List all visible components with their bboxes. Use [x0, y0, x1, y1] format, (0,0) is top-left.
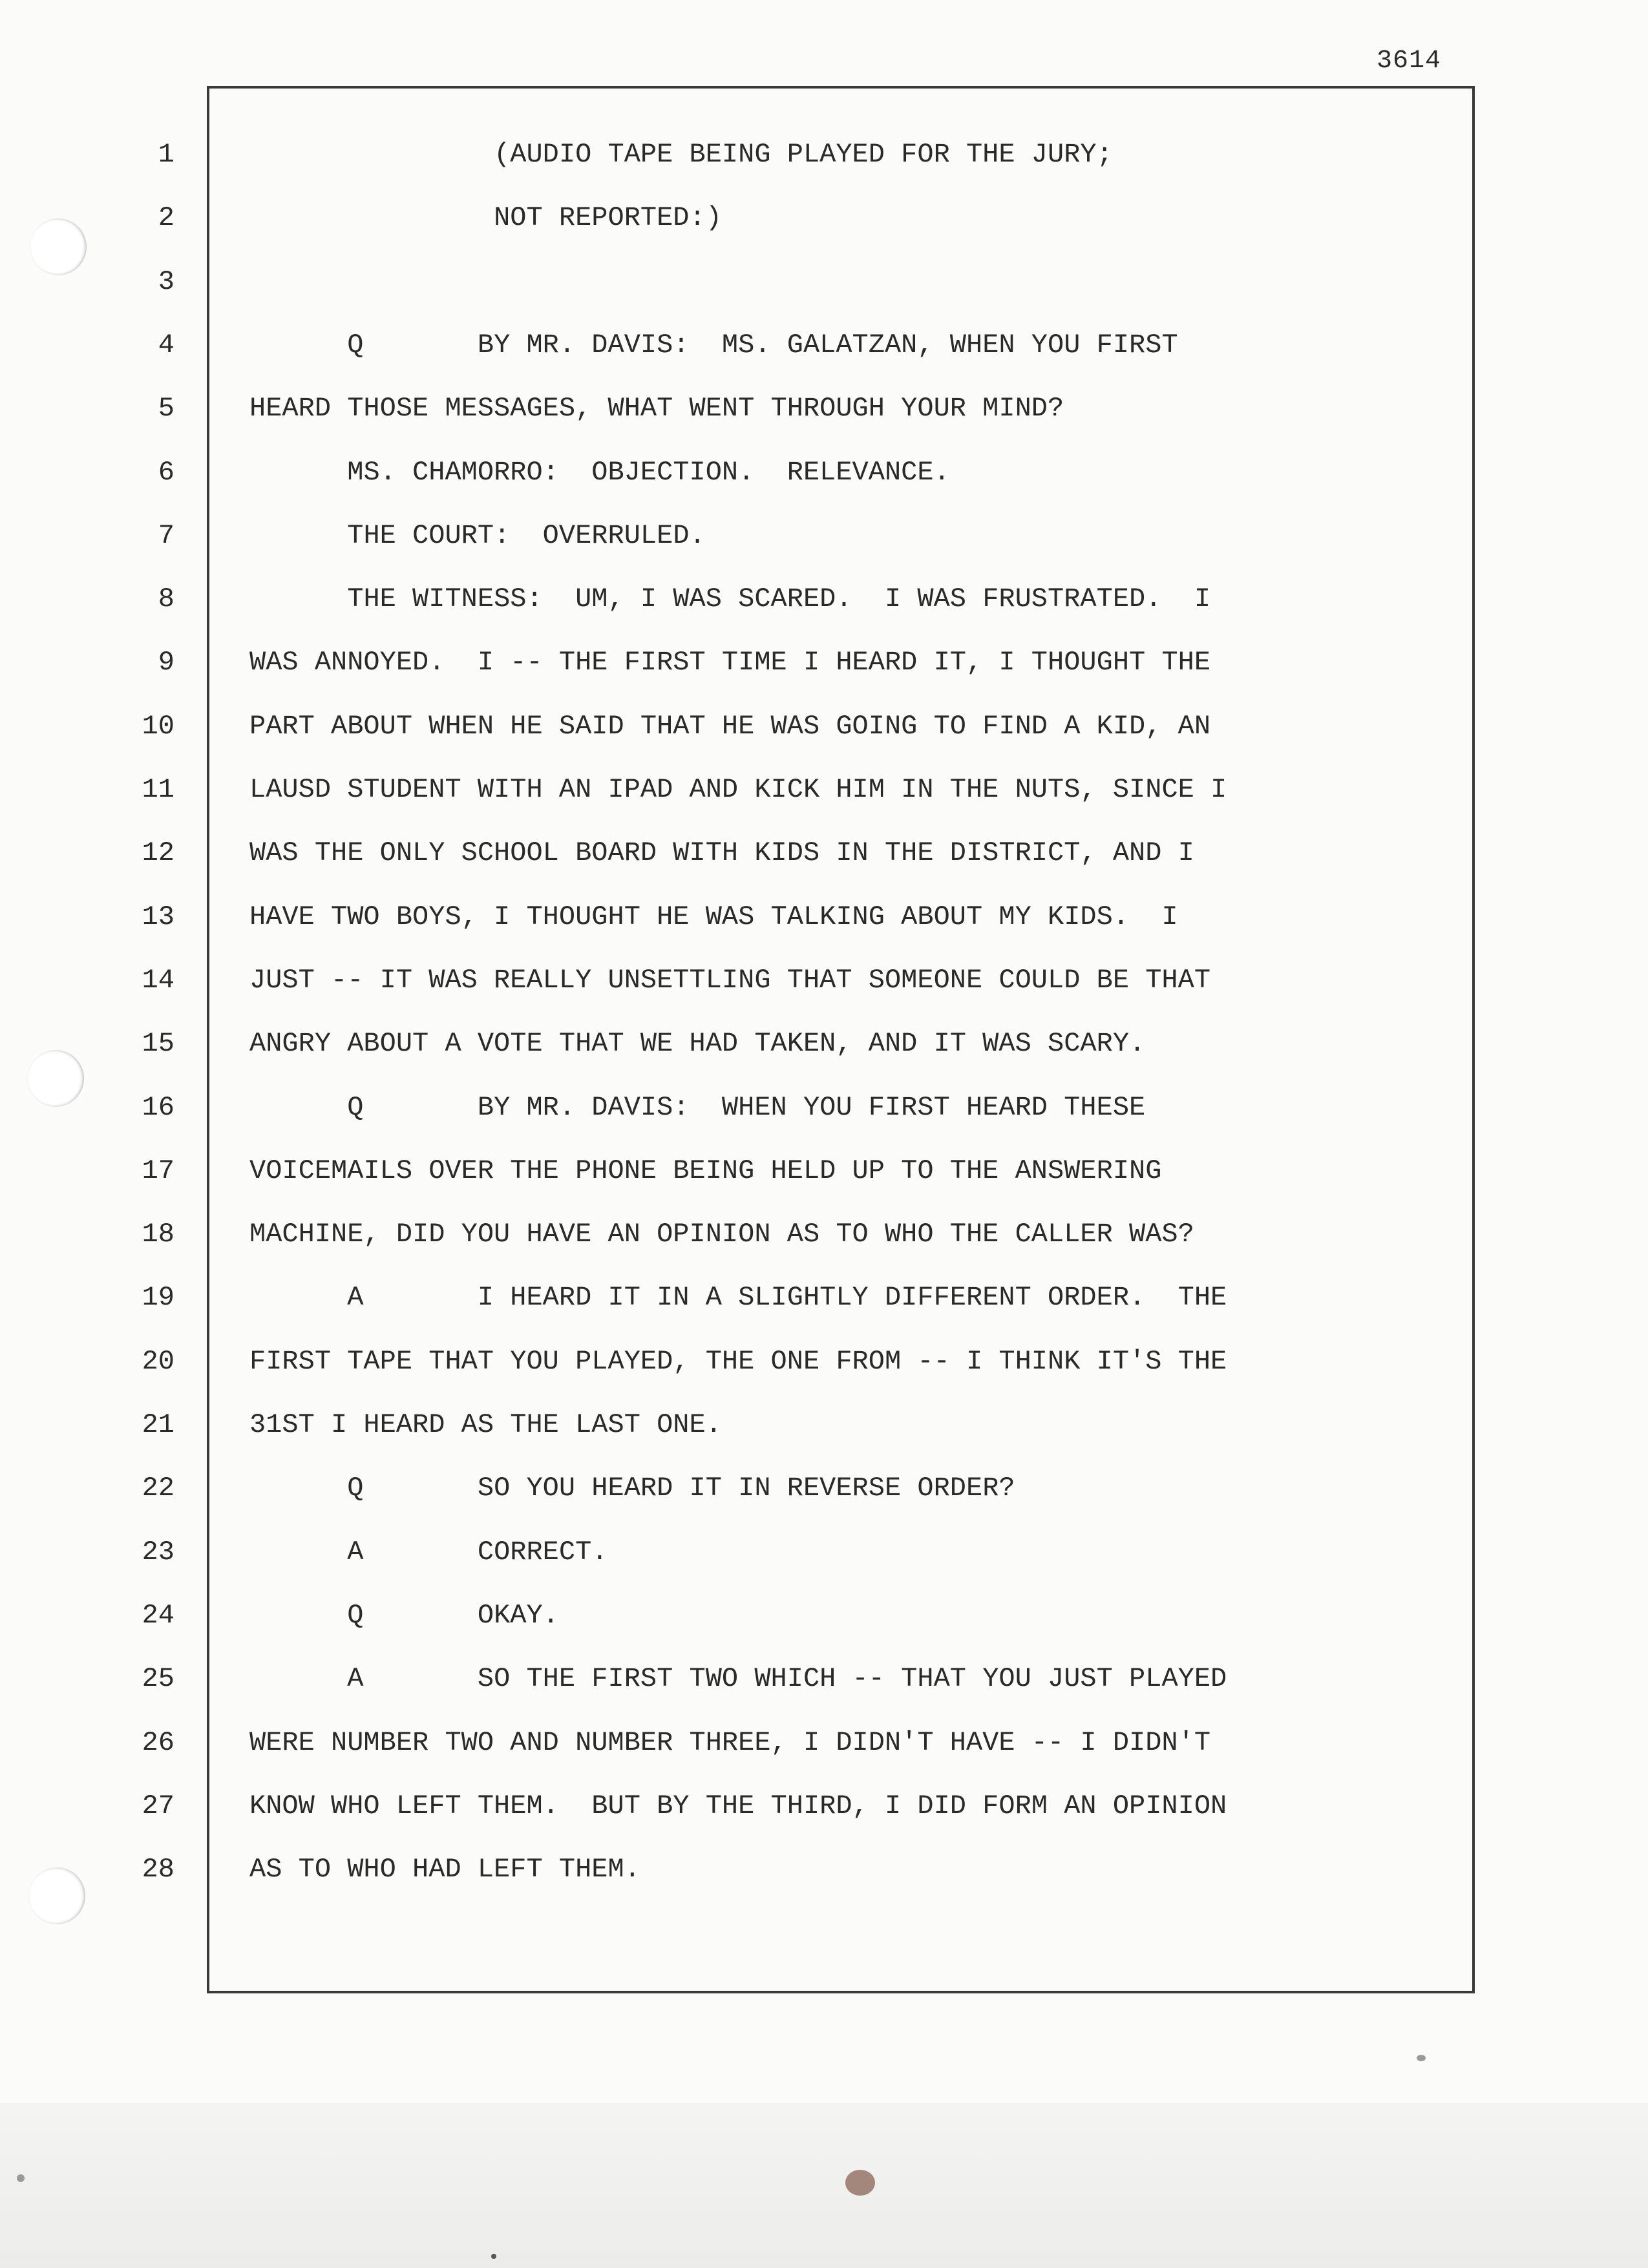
line-number: 3 [158, 266, 174, 297]
transcript-line [249, 1411, 1464, 1438]
line-number: 18 [142, 1219, 174, 1250]
line-number: 1 [158, 139, 174, 170]
line-number: 2 [158, 202, 174, 233]
transcript-line [249, 1856, 1464, 1883]
transcript-line [249, 1284, 1464, 1311]
line-number: 27 [142, 1790, 174, 1822]
line-text: WAS THE ONLY SCHOOL BOARD WITH KIDS IN THE DISTRICT, AND I [249, 837, 1194, 868]
line-text: A CORRECT. [347, 1537, 608, 1568]
line-number: 28 [142, 1854, 174, 1885]
line-indent [249, 1282, 347, 1313]
line-text: PART ABOUT WHEN HE SAID THAT HE WAS GOING TO FIND A KID, AN [249, 711, 1211, 742]
line-text: Q BY MR. DAVIS: MS. GALATZAN, WHEN YOU FIRST [347, 330, 1178, 361]
line-text: A I HEARD IT IN A SLIGHTLY DIFFERENT ORDER. THE [347, 1282, 1227, 1313]
line-indent [249, 1600, 347, 1631]
line-indent [249, 202, 494, 233]
line-text: Q OKAY. [347, 1600, 559, 1631]
punch-hole-middle [27, 1050, 84, 1107]
line-indent [249, 330, 347, 361]
line-text: ANGRY ABOUT A VOTE THAT WE HAD TAKEN, AND IT WAS SCARY. [249, 1028, 1146, 1059]
line-text: 31ST I HEARD AS THE LAST ONE. [249, 1409, 722, 1440]
paper-speck [17, 2174, 25, 2182]
line-text: WAS ANNOYED. I -- THE FIRST TIME I HEARD IT, I THOUGHT THE [249, 647, 1211, 678]
transcript-line [249, 331, 1464, 359]
scan-background [0, 2103, 1648, 2268]
transcript-line [249, 1030, 1464, 1057]
punch-hole-bottom [28, 1867, 85, 1924]
line-text: MACHINE, DID YOU HAVE AN OPINION AS TO WHO THE CALLER WAS? [249, 1219, 1194, 1250]
line-text: Q SO YOU HEARD IT IN REVERSE ORDER? [347, 1473, 1015, 1504]
line-number: 10 [142, 711, 174, 742]
line-indent [249, 1663, 347, 1694]
transcript-line [249, 967, 1464, 994]
transcript-line [249, 649, 1464, 676]
line-indent [249, 1092, 347, 1123]
line-text: THE COURT: OVERRULED. [347, 520, 706, 551]
line-text: WERE NUMBER TWO AND NUMBER THREE, I DIDN'T HAVE -- I DIDN'T [249, 1727, 1211, 1758]
line-indent [249, 583, 347, 614]
transcript-line [249, 1348, 1464, 1375]
line-text: THE WITNESS: UM, I WAS SCARED. I WAS FRUSTRATED. I [347, 583, 1211, 614]
line-number: 15 [142, 1028, 174, 1059]
line-number: 20 [142, 1346, 174, 1377]
line-number: 4 [158, 330, 174, 361]
line-number: 7 [158, 520, 174, 551]
line-number: 5 [158, 393, 174, 424]
line-number: 19 [142, 1282, 174, 1313]
line-number: 17 [142, 1155, 174, 1186]
transcript-line [249, 522, 1464, 549]
transcript-line [249, 1665, 1464, 1692]
line-text: AS TO WHO HAD LEFT THEM. [249, 1854, 640, 1885]
line-number: 9 [158, 647, 174, 678]
line-number: 11 [142, 774, 174, 805]
line-number: 25 [142, 1663, 174, 1694]
line-text: Q BY MR. DAVIS: WHEN YOU FIRST HEARD THESE [347, 1092, 1146, 1123]
line-text: HAVE TWO BOYS, I THOUGHT HE WAS TALKING ABOUT MY KIDS. I [249, 901, 1178, 932]
line-number: 23 [142, 1537, 174, 1568]
line-indent [249, 1473, 347, 1504]
line-number: 21 [142, 1409, 174, 1440]
line-indent [249, 520, 347, 551]
transcript-line [249, 1221, 1464, 1248]
line-text: FIRST TAPE THAT YOU PLAYED, THE ONE FROM -- I THINK IT'S THE [249, 1346, 1227, 1377]
transcript-line [249, 903, 1464, 930]
line-indent [249, 457, 347, 488]
transcript-line [249, 141, 1464, 168]
line-text: (AUDIO TAPE BEING PLAYED FOR THE JURY; [494, 139, 1113, 170]
line-text: MS. CHAMORRO: OBJECTION. RELEVANCE. [347, 457, 950, 488]
page-number: 3614 [1376, 47, 1441, 76]
line-text: JUST -- IT WAS REALLY UNSETTLING THAT SOMEONE COULD BE THAT [249, 965, 1211, 996]
line-number: 13 [142, 901, 174, 932]
transcript-line [249, 204, 1464, 231]
line-text: A SO THE FIRST TWO WHICH -- THAT YOU JUST PLAYED [347, 1663, 1227, 1694]
transcript-line [249, 395, 1464, 422]
transcript-line [249, 459, 1464, 486]
transcript-line [249, 1157, 1464, 1184]
line-number: 24 [142, 1600, 174, 1631]
transcript-line [249, 1475, 1464, 1502]
transcript-line [249, 1538, 1464, 1566]
transcript-line [249, 1729, 1464, 1756]
transcript-line [249, 1094, 1464, 1121]
transcript-line [249, 776, 1464, 803]
transcript-line [249, 1602, 1464, 1629]
line-number: 12 [142, 837, 174, 868]
line-indent [249, 1537, 347, 1568]
line-number: 22 [142, 1473, 174, 1504]
line-text: HEARD THOSE MESSAGES, WHAT WENT THROUGH YOUR MIND? [249, 393, 1064, 424]
line-number: 14 [142, 965, 174, 996]
line-number: 16 [142, 1092, 174, 1123]
transcript-line [249, 1792, 1464, 1820]
transcript-line [249, 713, 1464, 740]
line-number: 8 [158, 583, 174, 614]
transcript-line [249, 585, 1464, 613]
line-text: KNOW WHO LEFT THEM. BUT BY THE THIRD, I DID FORM AN OPINION [249, 1790, 1227, 1822]
line-indent [249, 139, 494, 170]
line-text: LAUSD STUDENT WITH AN IPAD AND KICK HIM IN THE NUTS, SINCE I [249, 774, 1227, 805]
paper-speck [491, 2254, 496, 2259]
punch-hole-top [30, 218, 87, 275]
paper-speck [845, 2170, 875, 2196]
transcript-line [249, 839, 1464, 866]
line-text: VOICEMAILS OVER THE PHONE BEING HELD UP TO THE ANSWERING [249, 1155, 1162, 1186]
line-number: 26 [142, 1727, 174, 1758]
line-text: NOT REPORTED:) [494, 202, 722, 233]
paper-speck [1417, 2055, 1426, 2061]
line-number: 6 [158, 457, 174, 488]
